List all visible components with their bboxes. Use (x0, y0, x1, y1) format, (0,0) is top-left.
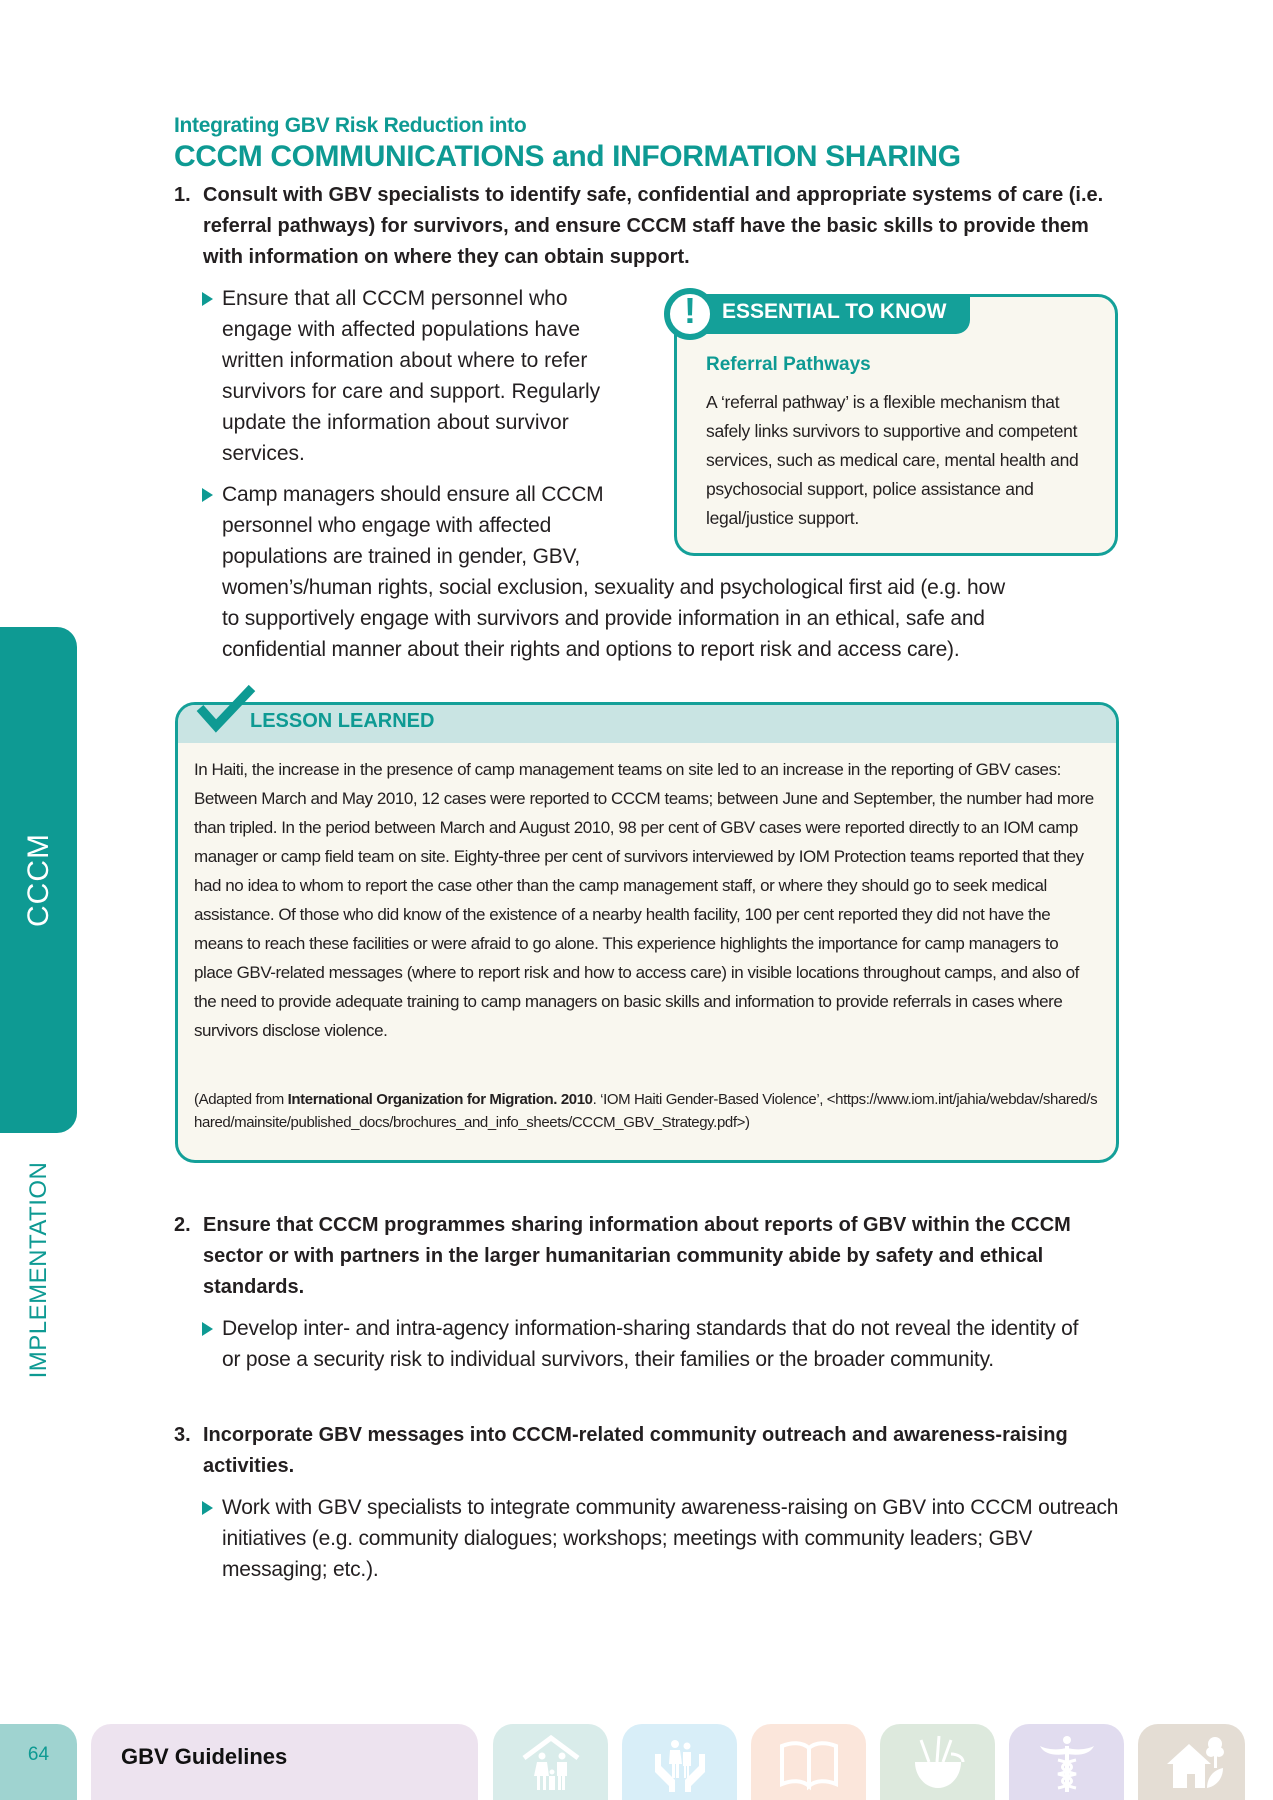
footer-tab-shelter-environment[interactable] (1138, 1724, 1245, 1800)
section-pre-title: Integrating GBV Risk Reduction into (174, 114, 527, 137)
footer-title-box (91, 1724, 478, 1800)
step-text: Incorporate GBV messages into CCCM-related community outreach and awareness-raising activities. (203, 1424, 1068, 1477)
footer-title: GBV Guidelines (121, 1744, 288, 1769)
bullet-text: Ensure that all CCCM personnel who engage with affected populations have written information about where to refer survivors for care and support. Regularly update the information about survivor services. (222, 287, 601, 465)
page-title: CCCM COMMUNICATIONS and INFORMATION SHARING (174, 140, 961, 173)
bullet-triangle-icon (202, 292, 213, 306)
bullet-text: Work with GBV specialists to integrate community awareness-raising on GBV into CCCM outreach initiatives (e.g. community dialogues; workshops; meetings with community leaders; GBV messaging; etc.). (222, 1496, 1119, 1581)
lesson-source-citation: (Adapted from International Organization for Migration. 2010. ‘IOM Haiti Gender-Based Violence’, <https://www.iom.int/jahia/webdav/shared/shared/mainsite/published_docs/brochures_and_info_sheets/CCCM_GBV_Strategy.pdf>) (194, 1091, 1098, 1131)
step-text: Consult with GBV specialists to identify safe, confidential and appropriate systems of care (i.e. referral pathways) for survivors, and ensure CCCM staff have the basic skills to provide them with information on where they can obtain support. (203, 184, 1104, 268)
footer-tab-shelter[interactable] (493, 1724, 608, 1800)
house-tree-icon (1165, 1732, 1227, 1794)
bullet-text: Camp managers should ensure all CCCM personnel who engage with affected populations are trained in gender, GBV, women’s/human rights, social exclusion, sexuality and psychological first aid (e.g. how to supportively engage with survivors and provide information in an ethical, safe and confidential manner about their rights and options to report risk and access care). (222, 483, 1005, 661)
footer-tab-health[interactable] (1009, 1724, 1124, 1800)
step-2 (174, 1210, 1124, 1303)
protection-hands-icon (649, 1732, 711, 1794)
bullet-text: Develop inter- and intra-agency information-sharing standards that do not reveal the identity of or pose a security risk to individual survivors, their families or the broader community. (222, 1317, 1079, 1371)
family-shelter-icon (520, 1732, 582, 1794)
footer-tab-education[interactable] (751, 1724, 866, 1800)
bullet-triangle-icon (202, 1322, 213, 1336)
page-number: 64 (27, 1744, 50, 1765)
book-icon (778, 1732, 840, 1794)
bullet-triangle-icon (202, 1501, 213, 1515)
step-3 (174, 1420, 1124, 1482)
health-caduceus-icon (1036, 1732, 1098, 1794)
step-number: 2. (174, 1214, 191, 1236)
essential-heading: Referral Pathways (706, 354, 871, 375)
step-number: 3. (174, 1424, 191, 1446)
chapter-tab-label: CCCM (22, 833, 55, 927)
food-bowl-icon (907, 1732, 969, 1794)
lesson-title: LESSON LEARNED (250, 710, 435, 732)
section-label: IMPLEMENTATION (25, 1161, 52, 1379)
bullet-item (202, 283, 662, 469)
bullet-item (202, 1492, 1122, 1585)
bullet-triangle-icon (202, 488, 213, 502)
step-number: 1. (174, 184, 191, 206)
bullet-item (202, 1313, 1102, 1375)
step-text: Ensure that CCCM programmes sharing information about reports of GBV within the CCCM sector or with partners in the larger humanitarian community abide by safety and ethical standards. (203, 1214, 1071, 1298)
page-number-box (0, 1724, 77, 1800)
footer-tab-protection[interactable] (622, 1724, 737, 1800)
step-1 (174, 180, 1124, 273)
essential-body: A ‘referral pathway’ is a flexible mechanism that safely links survivors to supportive and competent services, such as medical care, mental health and psychosocial support, police assistance and legal/justice support. (706, 392, 1079, 528)
lesson-body: In Haiti, the increase in the presence of camp management teams on site led to an increase in the reporting of GBV cases: Between March and May 2010, 12 cases were reported to CCCM teams; between June and September, the number had more than tripled. In the period between March and August 2010, 98 per cent of GBV cases were reported directly to an IOM camp manager or camp field team on site. Eighty-three per cent of survivors interviewed by IOM Protection teams reported that they had no idea to whom to report the case other than the camp management staff, or where they should go to seek medical assistance. Of those who did know of the existence of a nearby health facility, 100 per cent reported they did not have the means to reach these facilities or were afraid to go alone. This experience highlights the importance for camp managers to place GBV-related messages (where to report risk and how to access care) in visible locations throughout camps, and also of the need to provide adequate training to camp managers on basic skills and information to provide referrals in cases where survivors disclose violence. (194, 760, 1094, 1040)
essential-label: ESSENTIAL TO KNOW (722, 300, 947, 323)
footer-tab-food[interactable] (880, 1724, 995, 1800)
checkmark-icon (194, 684, 258, 734)
exclamation-icon: ! (664, 288, 716, 340)
